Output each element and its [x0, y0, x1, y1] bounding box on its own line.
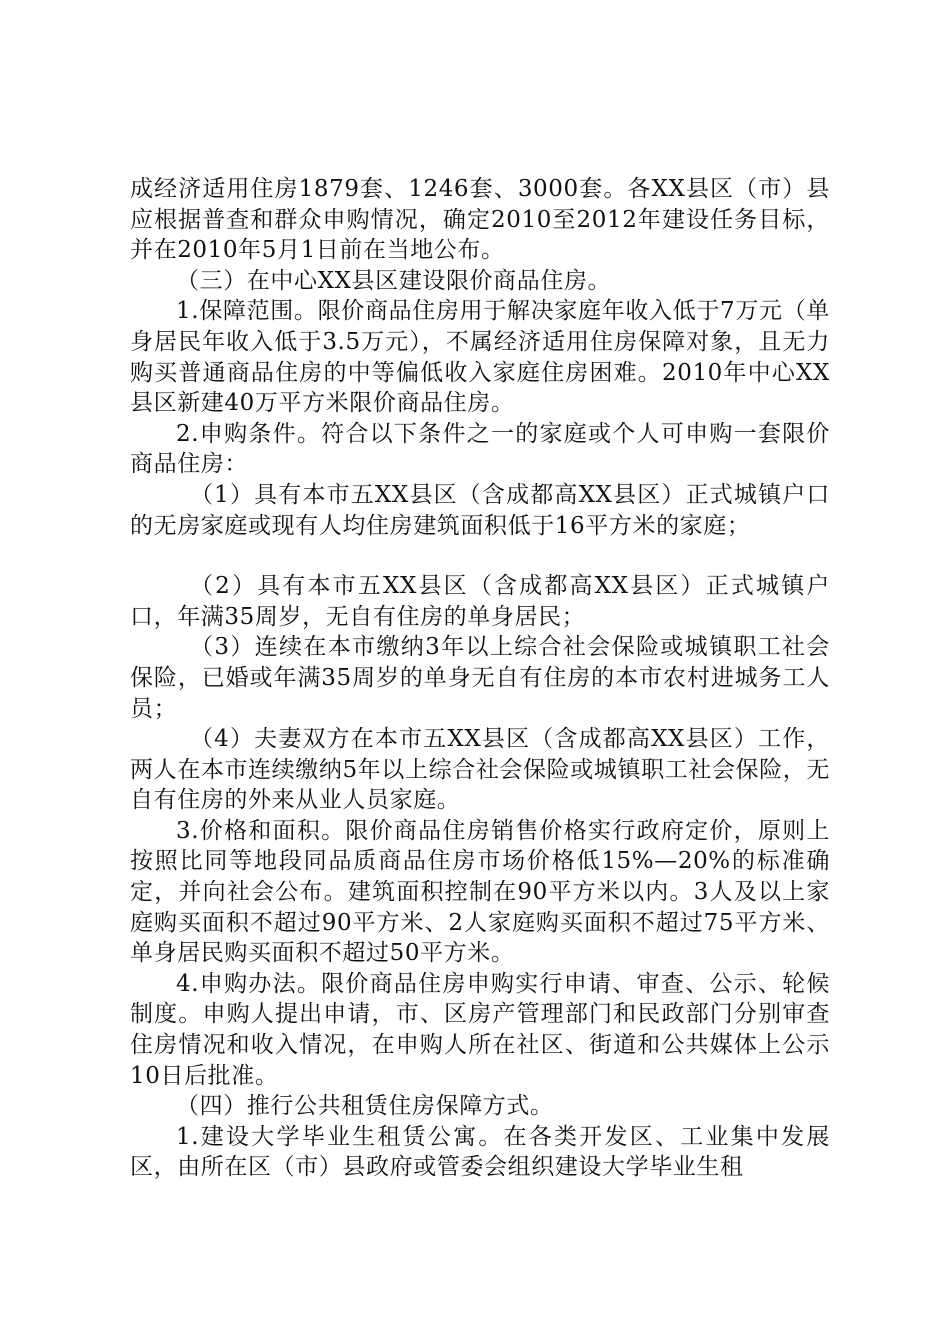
- condition-item-3: （3）连续在本市缴纳3年以上综合社会保险或城镇职工社会保险，已婚或年满35周岁的单身无自有住房的本市农村进城务工人员；: [130, 634, 830, 722]
- section-heading-4: （四）推行公共租赁住房保障方式。: [176, 1093, 554, 1120]
- section-heading-3: （三）在中心XX县区建设限价商品住房。: [176, 267, 612, 294]
- condition-item-2: （2）具有本市五XX县区（含成都高XX县区）正式城镇户口，年满35周岁，无自有住房的单身居民；: [130, 573, 830, 630]
- paragraph-price-area: 3.价格和面积。限价商品住房销售价格实行政府定价，原则上按照比同等地段同品质商品住房市场价格低15%—20%的标准确定，并向社会公布。建筑面积控制在90平方米以内。3人及以上家庭购买面积不超过90平方米、2人家庭购买面积不超过75平方米、单身居民购买面积不超过50平方米。: [130, 817, 830, 967]
- paragraph-application: 4.申购办法。限价商品住房申购实行申请、审查、公示、轮候制度。申购人提出申请，市、区房产管理部门和民政部门分别审查住房情况和收入情况，在申购人所在社区、街道和公共媒体上公示10日后批准。: [130, 970, 830, 1089]
- condition-item-4: （4）夫妻双方在本市五XX县区（含成都高XX县区）工作，两人在本市连续缴纳5年以上综合社会保险或城镇职工社会保险，无自有住房的外来从业人员家庭。: [130, 726, 830, 814]
- condition-item-1: （1）具有本市五XX县区（含成都高XX县区）正式城镇户口的无房家庭或现有人均住房建筑面积低于16平方米的家庭；: [130, 481, 830, 539]
- document-body: [130, 174, 830, 1183]
- paragraph-conditions: 2.申购条件。符合以下条件之一的家庭或个人可申购一套限价商品住房：: [130, 420, 830, 478]
- blank-line: [130, 541, 830, 571]
- paragraph-continuation: 成经济适用住房1879套、1246套、3000套。各XX县区（市）县应根据普查和群众申购情况，确定2010至2012年建设任务目标，并在2010年5月1日前在当地公布。: [130, 176, 830, 264]
- paragraph-scope: 1.保障范围。限价商品住房用于解决家庭年收入低于7万元（单身居民年收入低于3.5万元），不属经济适用住房保障对象，且无力购买普通商品住房的中等偏低收入家庭住房困难。2010年中心XX县区新建40万平方米限价商品住房。: [130, 298, 830, 417]
- paragraph-graduate-apartments: 1.建设大学毕业生租赁公寓。在各类开发区、工业集中发展区，由所在区（市）县政府或管委会组织建设大学毕业生租: [130, 1123, 830, 1181]
